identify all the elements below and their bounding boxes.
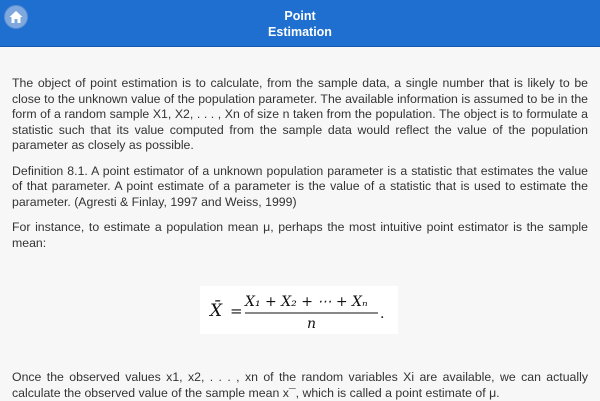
formula-period: . bbox=[380, 306, 385, 322]
page-title-line1: Point bbox=[284, 9, 316, 23]
paragraph-example: For instance, to estimate a population mean μ, perhaps the most intuitive point estimator is the sample mean: bbox=[12, 220, 588, 250]
page-title-line2: Estimation bbox=[268, 25, 332, 39]
paragraph-intro: The object of point estimation is to calculate, from the sample data, a single number that is likely to be close to the unknown value of the population parameter. The available information is assumed to be in the form of a random sample X1, X2, . . . , Xn of size n taken from the population. The object is to formulate a statistic such that its value computed from the sample data would reflect the value of the population parameter as closely as possible. bbox=[12, 76, 588, 152]
formula-denominator: n bbox=[307, 316, 317, 332]
formula-equals: = bbox=[230, 302, 243, 320]
sample-mean-formula bbox=[200, 286, 398, 334]
formula-lhs: X̄ bbox=[210, 301, 223, 321]
formula-numerator: X₁ + X₂ + ⋯ + Xₙ bbox=[245, 294, 368, 310]
page-title bbox=[0, 8, 600, 40]
paragraph-observed-values: Once the observed values x1, x2, . . . , xn of the random variables Xi are available, we can actually calculate the observed value of the sample mean x¯, which is called a point estimate of μ. bbox=[12, 370, 588, 400]
paragraph-definition: Definition 8.1. A point estimator of a unknown population parameter is a statistic that estimates the value of that parameter. A point estimate of a parameter is the value of a statistic that is used to estimate the parameter. (Agresti & Finlay, 1997 and Weiss, 1999) bbox=[12, 163, 588, 209]
main-content bbox=[12, 76, 588, 261]
app-header bbox=[0, 0, 600, 47]
